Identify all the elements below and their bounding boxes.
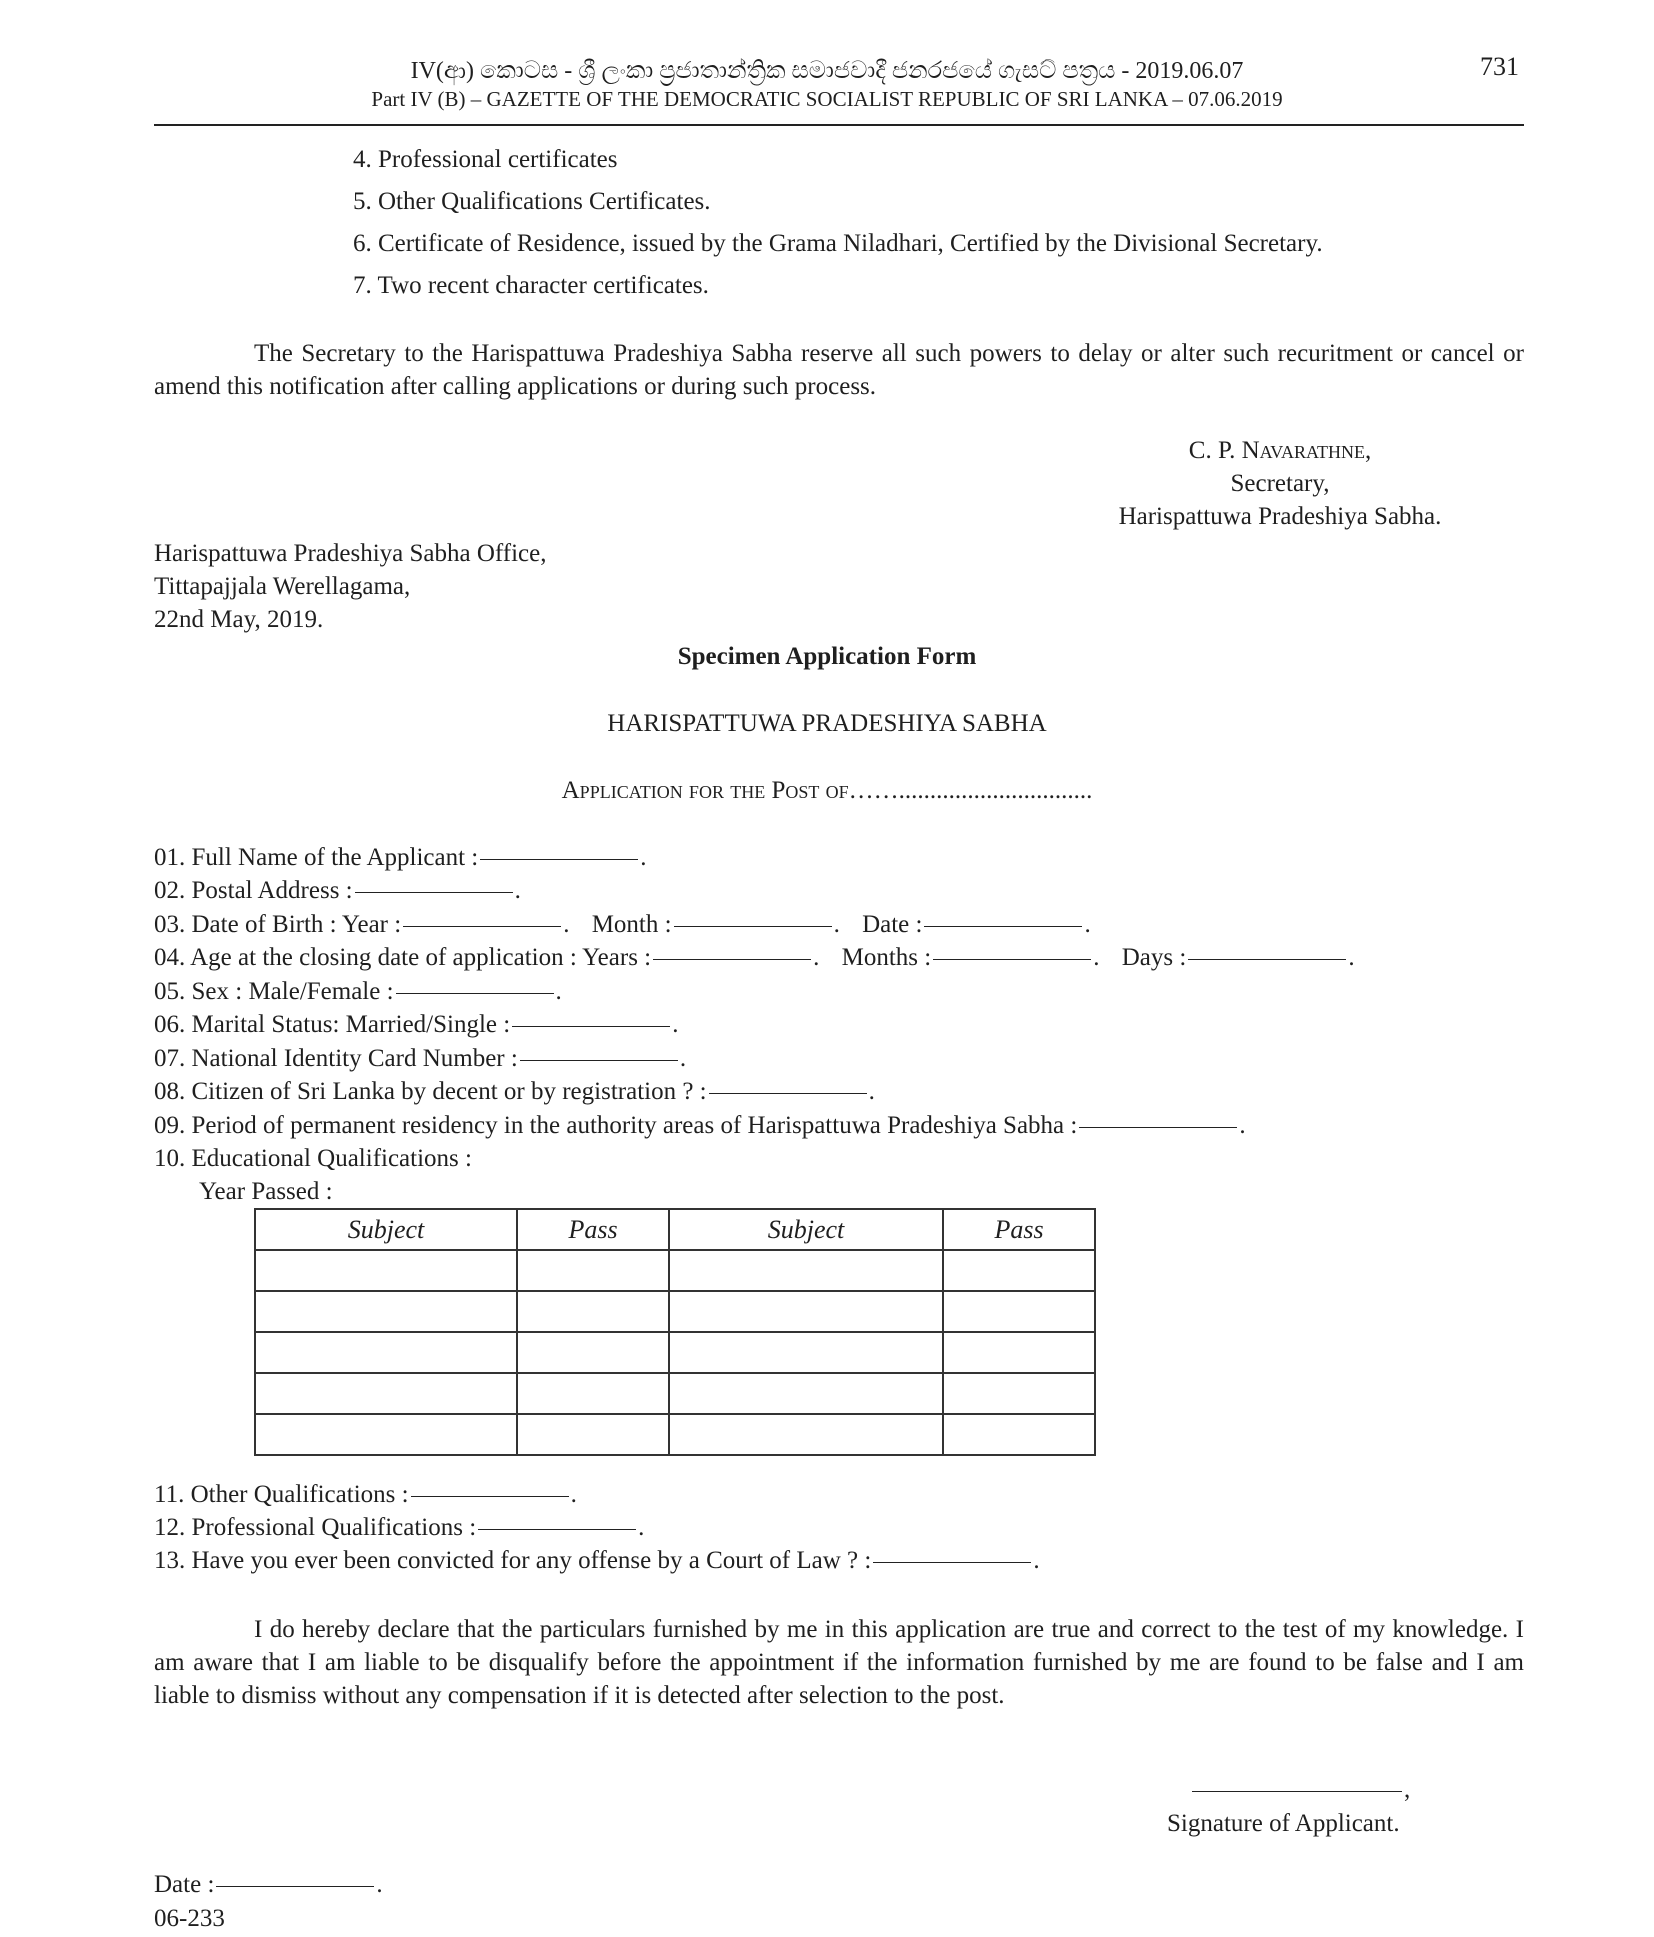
table-cell <box>669 1373 943 1414</box>
field-marital-status-label: 06. Marital Status: Married/Single : <box>154 1011 511 1038</box>
field-year-passed-label: Year Passed : <box>199 1178 333 1205</box>
signature-label: Signature of Applicant. <box>1167 1810 1400 1837</box>
post-line: Application for the Post of……............................... <box>561 777 1093 804</box>
list-item-professional-certificates: 4. Professional certificates <box>353 146 618 173</box>
field-age-days-label: Days : <box>1121 944 1187 971</box>
table-cell <box>255 1373 517 1414</box>
field-residency: 09. Period of permanent residency in the authority areas of Harispattuwa Pradeshiya Sabha : . <box>154 1112 1246 1139</box>
table-cell <box>943 1373 1095 1414</box>
table-row <box>255 1414 1095 1455</box>
table-header-subject: Subject <box>669 1209 943 1250</box>
office-line1: Harispattuwa Pradeshiya Sabha Office, <box>154 540 547 567</box>
field-dob-year-label: 03. Date of Birth : Year : <box>154 911 402 938</box>
notice-paragraph: The Secretary to the Harispattuwa Pradeshiya Sabha reserve all such powers to delay or alter such recuritment or cancel or amend this notification after calling applications or during such process. <box>154 340 1524 400</box>
field-sex: 05. Sex : Male/Female : . <box>154 978 562 1005</box>
field-citizenship-label: 08. Citizen of Sri Lanka by decent or by registration ? : <box>154 1078 707 1105</box>
table-header-pass: Pass <box>517 1209 669 1250</box>
table-cell <box>669 1250 943 1291</box>
blank-line <box>520 1060 678 1061</box>
field-convicted-label: 13. Have you ever been convicted for any offense by a Court of Law ? : <box>154 1547 872 1574</box>
table-cell <box>669 1291 943 1332</box>
field-sex-label: 05. Sex : Male/Female : <box>154 978 394 1005</box>
field-year-passed <box>199 1175 333 1208</box>
form-heading: Specimen Application Form <box>677 643 977 670</box>
list-item-certificate-residence: 6. Certificate of Residence, issued by the Grama Niladhari, Certified by the Divisional Secretary. <box>353 230 1323 257</box>
footer-date-label: Date : <box>154 1871 215 1898</box>
field-postal-address-label: 02. Postal Address : <box>154 877 353 904</box>
field-full-name: 01. Full Name of the Applicant : . <box>154 844 647 871</box>
header-english-title: Part IV (B) – GAZETTE OF THE DEMOCRATIC SOCIALIST REPUBLIC OF SRI LANKA – 07.06.2019 <box>371 87 1283 111</box>
table-cell <box>517 1332 669 1373</box>
field-full-name-label: 01. Full Name of the Applicant : <box>154 844 479 871</box>
field-age-years-label: 04. Age at the closing date of application : Years : <box>154 944 652 971</box>
table-header-subject: Subject <box>255 1209 517 1250</box>
field-dob-date-label: Date : <box>862 911 923 938</box>
table-cell <box>517 1250 669 1291</box>
signatory-block <box>1060 434 1500 533</box>
blank-line <box>396 993 554 994</box>
footer-date-field: Date : . <box>154 1871 383 1898</box>
field-convicted: 13. Have you ever been convicted for any offense by a Court of Law ? : . <box>154 1547 1040 1574</box>
blank-line <box>478 1529 636 1530</box>
table-cell <box>669 1414 943 1455</box>
field-age-months-label: Months : <box>841 944 932 971</box>
signatory-name: C. P. Navarathne, <box>1188 437 1372 464</box>
office-address-block <box>154 537 546 636</box>
blank-line <box>674 926 832 927</box>
table-row <box>255 1332 1095 1373</box>
table-cell <box>517 1291 669 1332</box>
table-header-row <box>255 1209 1095 1250</box>
table-row <box>255 1373 1095 1414</box>
office-line2: Tittapajjala Werellagama, <box>154 573 411 600</box>
table-cell <box>255 1414 517 1455</box>
blank-line <box>653 959 811 960</box>
office-date: 22nd May, 2019. <box>154 606 324 633</box>
blank-line <box>1079 1127 1237 1128</box>
field-age: 04. Age at the closing date of application : Years : . Months : . Days : . <box>154 944 1355 971</box>
table-cell <box>943 1332 1095 1373</box>
list-item-other-qualifications: 5. Other Qualifications Certificates. <box>353 188 711 215</box>
field-postal-address: 02. Postal Address : . <box>154 877 521 904</box>
list-item-character-certificates: 7. Two recent character certificates. <box>353 272 709 299</box>
field-other-qualifications-label: 11. Other Qualifications : <box>154 1481 409 1508</box>
field-professional-qualifications-label: 12. Professional Qualifications : <box>154 1514 477 1541</box>
blank-line <box>873 1562 1031 1563</box>
table-cell <box>943 1250 1095 1291</box>
table-cell <box>517 1414 669 1455</box>
signature-line: , <box>1190 1775 1410 1805</box>
page-number: 731 <box>1480 52 1519 81</box>
table-cell <box>255 1250 517 1291</box>
field-education-label: 10. Educational Qualifications : <box>154 1145 472 1172</box>
table-row <box>255 1250 1095 1291</box>
field-dob-month-label: Month : <box>591 911 672 938</box>
blank-line <box>1192 1791 1402 1792</box>
field-marital-status: 06. Marital Status: Married/Single : . <box>154 1011 679 1038</box>
table-header-pass: Pass <box>943 1209 1095 1250</box>
signatory-organization: Harispattuwa Pradeshiya Sabha. <box>1118 503 1442 530</box>
field-residency-label: 09. Period of permanent residency in the authority areas of Harispattuwa Pradeshiya Sabha : <box>154 1112 1078 1139</box>
declaration-paragraph: I do hereby declare that the particulars furnished by me in this application are true and correct to the test of my knowledge. I am aware that I am liable to be disqualify before the appointment if the information furnished by me are found to be false and I am liable to dismiss without any compensation if it is detected after selection to the post. <box>154 1616 1524 1709</box>
blank-line <box>480 859 638 860</box>
blank-line <box>709 1093 867 1094</box>
field-nic: 07. National Identity Card Number : . <box>154 1045 687 1072</box>
header-sinhala-title: IV(ආ) කොටස - ශ්‍රී ලංකා ප්‍රජාතාන්ත්‍රික සමාජවාදී ජනරජයේ ගැසට් පත්‍රය - 2019.06.07 <box>410 58 1244 84</box>
field-date-of-birth: 03. Date of Birth : Year : . Month : . Date : . <box>154 911 1091 938</box>
blank-line <box>933 959 1091 960</box>
blank-line <box>355 892 513 893</box>
table-cell <box>255 1291 517 1332</box>
blank-line <box>512 1026 670 1027</box>
qualifications-table <box>254 1208 1096 1456</box>
field-citizenship: 08. Citizen of Sri Lanka by decent or by registration ? : . <box>154 1078 875 1105</box>
form-organization: HARISPATTUWA PRADESHIYA SABHA <box>607 710 1047 737</box>
field-other-qualifications: 11. Other Qualifications : . <box>154 1481 577 1508</box>
table-cell <box>517 1373 669 1414</box>
blank-line <box>411 1496 569 1497</box>
table-cell <box>943 1291 1095 1332</box>
blank-line <box>1188 959 1346 960</box>
field-professional-qualifications: 12. Professional Qualifications : . <box>154 1514 645 1541</box>
footer-code: 06-233 <box>154 1905 225 1932</box>
blank-line <box>924 926 1082 927</box>
table-cell <box>943 1414 1095 1455</box>
table-cell <box>669 1332 943 1373</box>
signatory-title: Secretary, <box>1230 470 1330 497</box>
blank-line <box>216 1886 374 1887</box>
header-divider <box>154 124 1524 126</box>
field-education <box>154 1142 472 1175</box>
field-nic-label: 07. National Identity Card Number : <box>154 1045 518 1072</box>
blank-line <box>403 926 561 927</box>
table-cell <box>255 1332 517 1373</box>
table-row <box>255 1291 1095 1332</box>
